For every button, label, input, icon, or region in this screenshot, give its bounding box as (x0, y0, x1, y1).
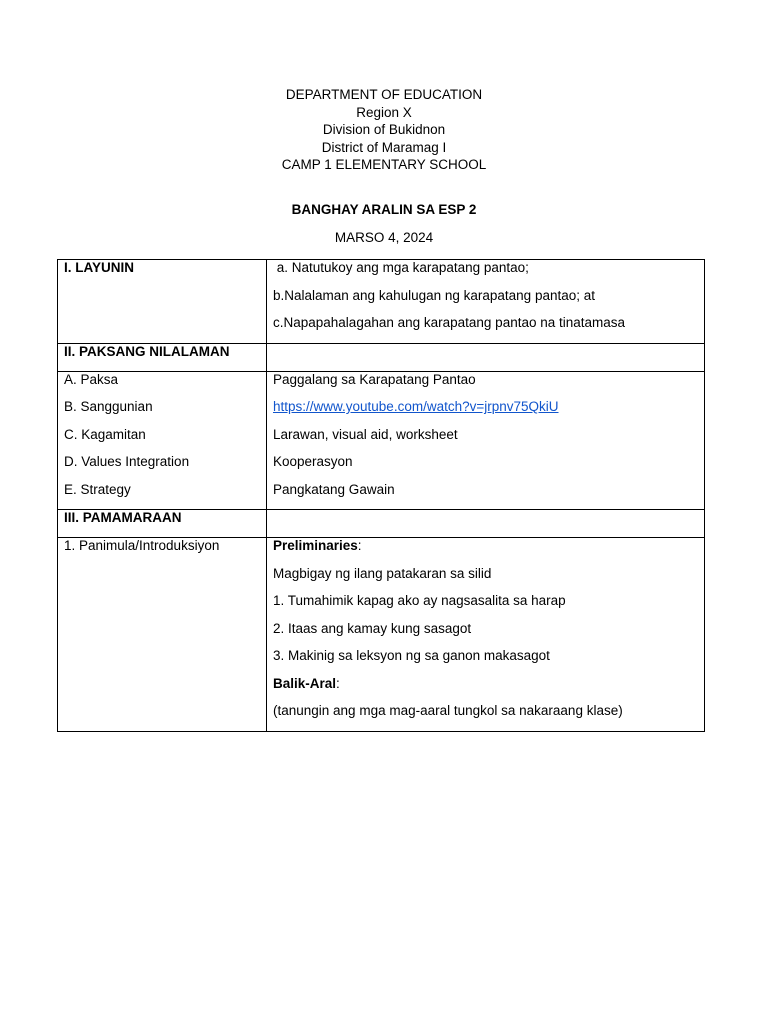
pamamaraan-empty-cell (267, 510, 705, 538)
school-header (0, 86, 768, 174)
layunin-item-c: c.Napapahalagahan ang karapatang pantao na tinatamasa (273, 315, 626, 330)
sanggunian-link[interactable]: https://www.youtube.com/watch?v=jrpnv75QkiU (273, 399, 559, 414)
panimula-content-cell (267, 538, 705, 732)
document-date: MARSO 4, 2024 (334, 230, 434, 245)
preliminaries-label: Preliminaries (273, 538, 358, 553)
preliminaries-colon: : (357, 538, 362, 553)
header-school: CAMP 1 ELEMENTARY SCHOOL (281, 157, 487, 172)
rule-3: 3. Makinig sa leksyon ng sa ganon makasagot (273, 648, 550, 663)
paksang-empty-cell (267, 343, 705, 371)
lesson-plan-table (57, 259, 705, 732)
preliminaries-heading (273, 538, 698, 566)
panimula-row (58, 538, 705, 732)
layunin-content-cell (267, 260, 705, 344)
sanggunian-link-line (273, 399, 698, 427)
strategy-label: E. Strategy (64, 481, 131, 497)
header-district: District of Maramag I (321, 139, 447, 155)
header-region: Region X (356, 104, 412, 120)
balik-aral-colon: : (336, 675, 340, 691)
layunin-label: I. LAYUNIN (64, 260, 135, 275)
values-integration-label: D. Values Integration (64, 454, 190, 469)
preliminaries-intro: Magbigay ng ilang patakaran sa silid (273, 565, 492, 581)
paksang-label-cell (58, 343, 267, 371)
header-department: DEPARTMENT OF EDUCATION (285, 87, 483, 102)
layunin-item-a: a. Natutukoy ang mga karapatang pantao; (273, 260, 529, 275)
pamamaraan-header-row (58, 510, 705, 538)
document-title: BANGHAY ARALIN SA ESP 2 (291, 202, 477, 217)
balik-aral-text: (tanungin ang mga mag-aaral tungkol sa nakaraang klase) (273, 703, 623, 718)
sanggunian-label: B. Sanggunian (64, 399, 153, 414)
pamamaraan-label-cell (58, 510, 267, 538)
paksa-label: A. Paksa (64, 371, 119, 387)
layunin-row (58, 260, 705, 344)
layunin-item-b: b.Nalalaman ang kahulugan ng karapatang pantao; at (273, 287, 595, 303)
balik-aral-heading (273, 676, 698, 704)
rule-1: 1. Tumahimik kapag ako ay nagsasalita sa harap (273, 593, 566, 608)
balik-aral-label: Balik-Aral (273, 675, 337, 691)
strategy-value: Pangkatang Gawain (273, 481, 395, 497)
paksang-details-row (58, 371, 705, 510)
pamamaraan-label: III. PAMAMARAAN (64, 510, 182, 525)
kagamitan-label: C. Kagamitan (64, 426, 146, 442)
header-division: Division of Bukidnon (322, 122, 446, 137)
layunin-label-cell (58, 260, 267, 344)
paksang-values-cell (267, 371, 705, 510)
values-integration-value: Kooperasyon (273, 454, 353, 469)
panimula-label-cell (58, 538, 267, 732)
kagamitan-value: Larawan, visual aid, worksheet (273, 426, 458, 442)
panimula-label: 1. Panimula/Introduksiyon (64, 538, 220, 553)
paksang-header-row (58, 343, 705, 371)
paksa-value: Paggalang sa Karapatang Pantao (273, 371, 476, 387)
paksang-label: II. PAKSANG NILALAMAN (64, 343, 230, 359)
paksang-labels-cell (58, 371, 267, 510)
rule-2: 2. Itaas ang kamay kung sasagot (273, 620, 472, 636)
